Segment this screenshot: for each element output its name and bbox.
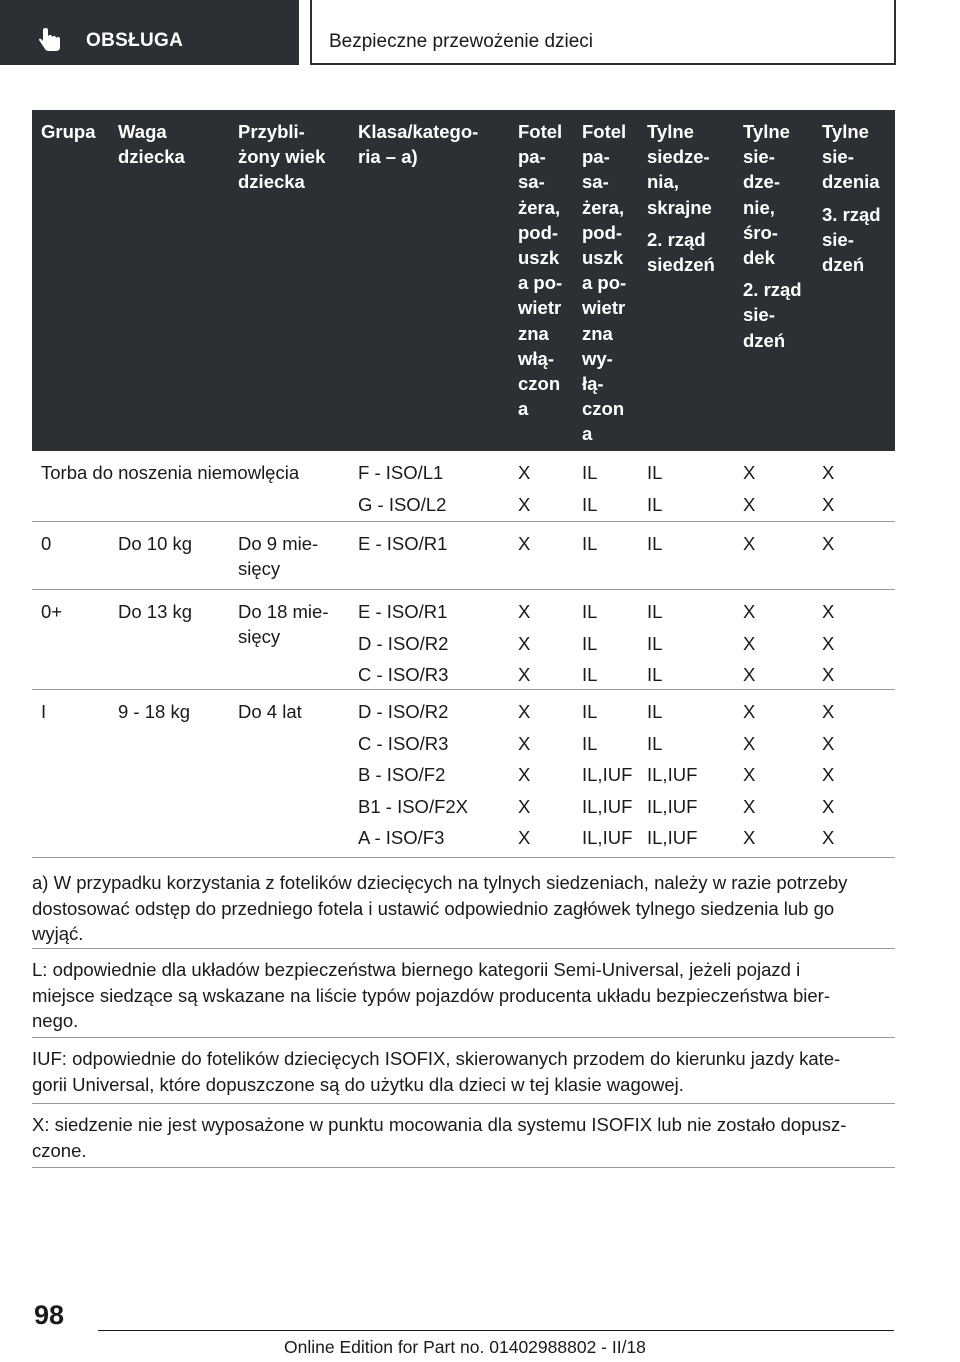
header-class: Klasa/katego- ria – a): [358, 121, 479, 168]
cell-group: 0: [41, 533, 52, 554]
page-number: 98: [34, 1300, 65, 1330]
cell-value: IL,IUF: [647, 795, 698, 817]
cell-class: D - ISO/R2: [358, 632, 449, 654]
cell-value: X: [518, 701, 531, 722]
cell-group: 0+: [41, 601, 63, 622]
footer-divider: [98, 1330, 894, 1331]
header-age: Przybli- żony wiek dziecka: [238, 121, 326, 193]
cell-value: IL: [582, 493, 598, 515]
cell-class: A - ISO/F3: [358, 827, 445, 848]
header-rear-outer: [647, 119, 715, 277]
header-third-row-sub: 3. rząd sie- dzeń: [822, 203, 881, 276]
header-rear-middle-sub: 2. rząd sie- dzeń: [743, 279, 802, 351]
cell-value: X: [822, 533, 835, 554]
cell-value: X: [743, 827, 756, 848]
cell-value: IL: [582, 732, 598, 754]
cell-value: IL,IUF: [582, 827, 633, 848]
cell-value: X: [743, 462, 756, 483]
cell-value: IL: [647, 493, 663, 515]
cell-value: IL: [647, 601, 663, 622]
cell-value: X: [518, 764, 531, 785]
cell-value: X: [743, 764, 756, 785]
cell-value: X: [518, 664, 531, 685]
table-body: [32, 451, 895, 858]
cell-group: I: [41, 701, 47, 722]
cell-class: C - ISO/R3: [358, 732, 449, 754]
note-iuf: IUF: odpowiednie do fotelików dziecięcych ISOFIX, skierowanych przodem do kierunku jazdy kate- gorii Universal, które dopuszczone są do użytku dla dzieci w tej klasie wagowej.: [32, 1038, 895, 1104]
cell-value: X: [822, 632, 835, 654]
cell-value: IL,IUF: [647, 764, 698, 785]
cell-value: X: [743, 664, 756, 685]
cell-value: X: [822, 664, 835, 685]
cell-class: E - ISO/R1: [358, 533, 448, 554]
header-group: Grupa: [41, 121, 96, 142]
cell-value: X: [743, 795, 756, 817]
cell-group: Torba do noszenia niemowlęcia: [41, 462, 300, 483]
cell-value: X: [518, 533, 531, 554]
cell-class: C - ISO/R3: [358, 664, 449, 685]
cell-value: IL,IUF: [647, 827, 698, 848]
table-row: [32, 590, 895, 690]
cell-value: X: [822, 732, 835, 754]
cell-value: X: [743, 533, 756, 554]
header-rear-middle-title: Tylne sie- dze- nie, śro- dek: [743, 121, 790, 269]
page-title: Bezpieczne przewożenie dzieci: [329, 31, 594, 52]
cell-weight: Do 13 kg: [118, 601, 193, 622]
cell-value: X: [743, 493, 756, 515]
cell-value: IL: [647, 664, 663, 685]
cell-class: G - ISO/L2: [358, 493, 447, 515]
cell-value: IL: [647, 533, 663, 554]
cell-value: IL: [582, 462, 598, 483]
header-front-airbag-off: Fotel pa- sa- żera, pod- uszk a po- wietr zna wy- łą- czon a: [582, 121, 627, 445]
section-label: OBSŁUGA: [86, 30, 184, 51]
cell-value: X: [518, 462, 531, 483]
cell-value: IL: [582, 701, 598, 722]
cell-value: X: [743, 601, 756, 622]
cell-value: X: [822, 601, 835, 622]
cell-value: X: [518, 632, 531, 654]
table-row: [32, 451, 895, 522]
header-third-row: [822, 119, 881, 277]
cell-value: IL: [582, 533, 598, 554]
cell-age: Do 4 lat: [238, 701, 302, 722]
cell-value: IL: [647, 462, 663, 483]
table-row: [32, 522, 895, 590]
cell-value: IL: [582, 601, 598, 622]
cell-value: IL: [582, 632, 598, 654]
cell-weight: 9 - 18 kg: [118, 701, 190, 722]
header-weight: Waga dziecka: [118, 121, 185, 168]
cell-value: X: [822, 795, 835, 817]
cell-value: IL: [647, 701, 663, 722]
cell-value: X: [518, 795, 531, 817]
cell-class: D - ISO/R2: [358, 701, 449, 722]
header-rear-middle: [743, 119, 802, 353]
note-l: L: odpowiednie dla układów bezpieczeństwa biernego kategorii Semi-Universal, jeżeli pojazd i miejsce siedzące są wskazane na liście typów pojazdów producenta układu bezpieczeństwa bier- nego.: [32, 949, 895, 1038]
header-front-airbag-on: Fotel pa- sa- żera, pod- uszk a po- wietr zna włą- czon a: [518, 121, 563, 420]
table-header: [32, 110, 895, 451]
hand-pointer-icon: [38, 27, 64, 53]
cell-value: X: [822, 764, 835, 785]
cell-value: X: [743, 701, 756, 722]
cell-value: X: [518, 493, 531, 515]
cell-class: B1 - ISO/F2X: [358, 795, 469, 817]
cell-value: X: [518, 732, 531, 754]
cell-value: IL: [647, 732, 663, 754]
cell-value: X: [822, 701, 835, 722]
cell-class: B - ISO/F2: [358, 764, 446, 785]
cell-value: X: [743, 632, 756, 654]
cell-weight: Do 10 kg: [118, 533, 193, 554]
edition-info: Online Edition for Part no. 01402988802 - II/18: [284, 1337, 646, 1357]
cell-value: X: [822, 493, 835, 515]
cell-value: X: [518, 827, 531, 848]
header-rear-outer-sub: 2. rząd siedzeń: [647, 228, 715, 276]
cell-class: E - ISO/R1: [358, 601, 448, 622]
note-x: X: siedzenie nie jest wyposażone w punktu mocowania dla systemu ISOFIX lub nie zostało dopusz- czone.: [32, 1104, 895, 1168]
cell-age: Do 18 mie- sięcy: [238, 601, 329, 647]
header-third-row-title: Tylne sie- dzenia: [822, 121, 880, 193]
cell-value: IL,IUF: [582, 795, 633, 817]
page-header: [310, 0, 896, 65]
cell-value: X: [518, 601, 531, 622]
cell-value: X: [822, 827, 835, 848]
header-rear-outer-title: Tylne siedze- nia, skrajne: [647, 121, 712, 218]
cell-value: IL: [647, 632, 663, 654]
cell-age: Do 9 mie- sięcy: [238, 533, 319, 579]
cell-value: X: [743, 732, 756, 754]
table-row: [32, 690, 895, 858]
child-seat-table: [32, 110, 895, 858]
note-a: a) W przypadku korzystania z fotelików dziecięcych na tylnych siedzeniach, należy w razie potrzeby dostosować odstęp do przedniego fotela i ustawić odpowiednio zagłówek tylnego siedzenia lub go wyjąć.: [32, 862, 895, 949]
section-tab: [0, 0, 299, 65]
cell-class: F - ISO/L1: [358, 462, 444, 483]
cell-value: IL,IUF: [582, 764, 633, 785]
cell-value: X: [822, 462, 835, 483]
cell-value: IL: [582, 664, 598, 685]
